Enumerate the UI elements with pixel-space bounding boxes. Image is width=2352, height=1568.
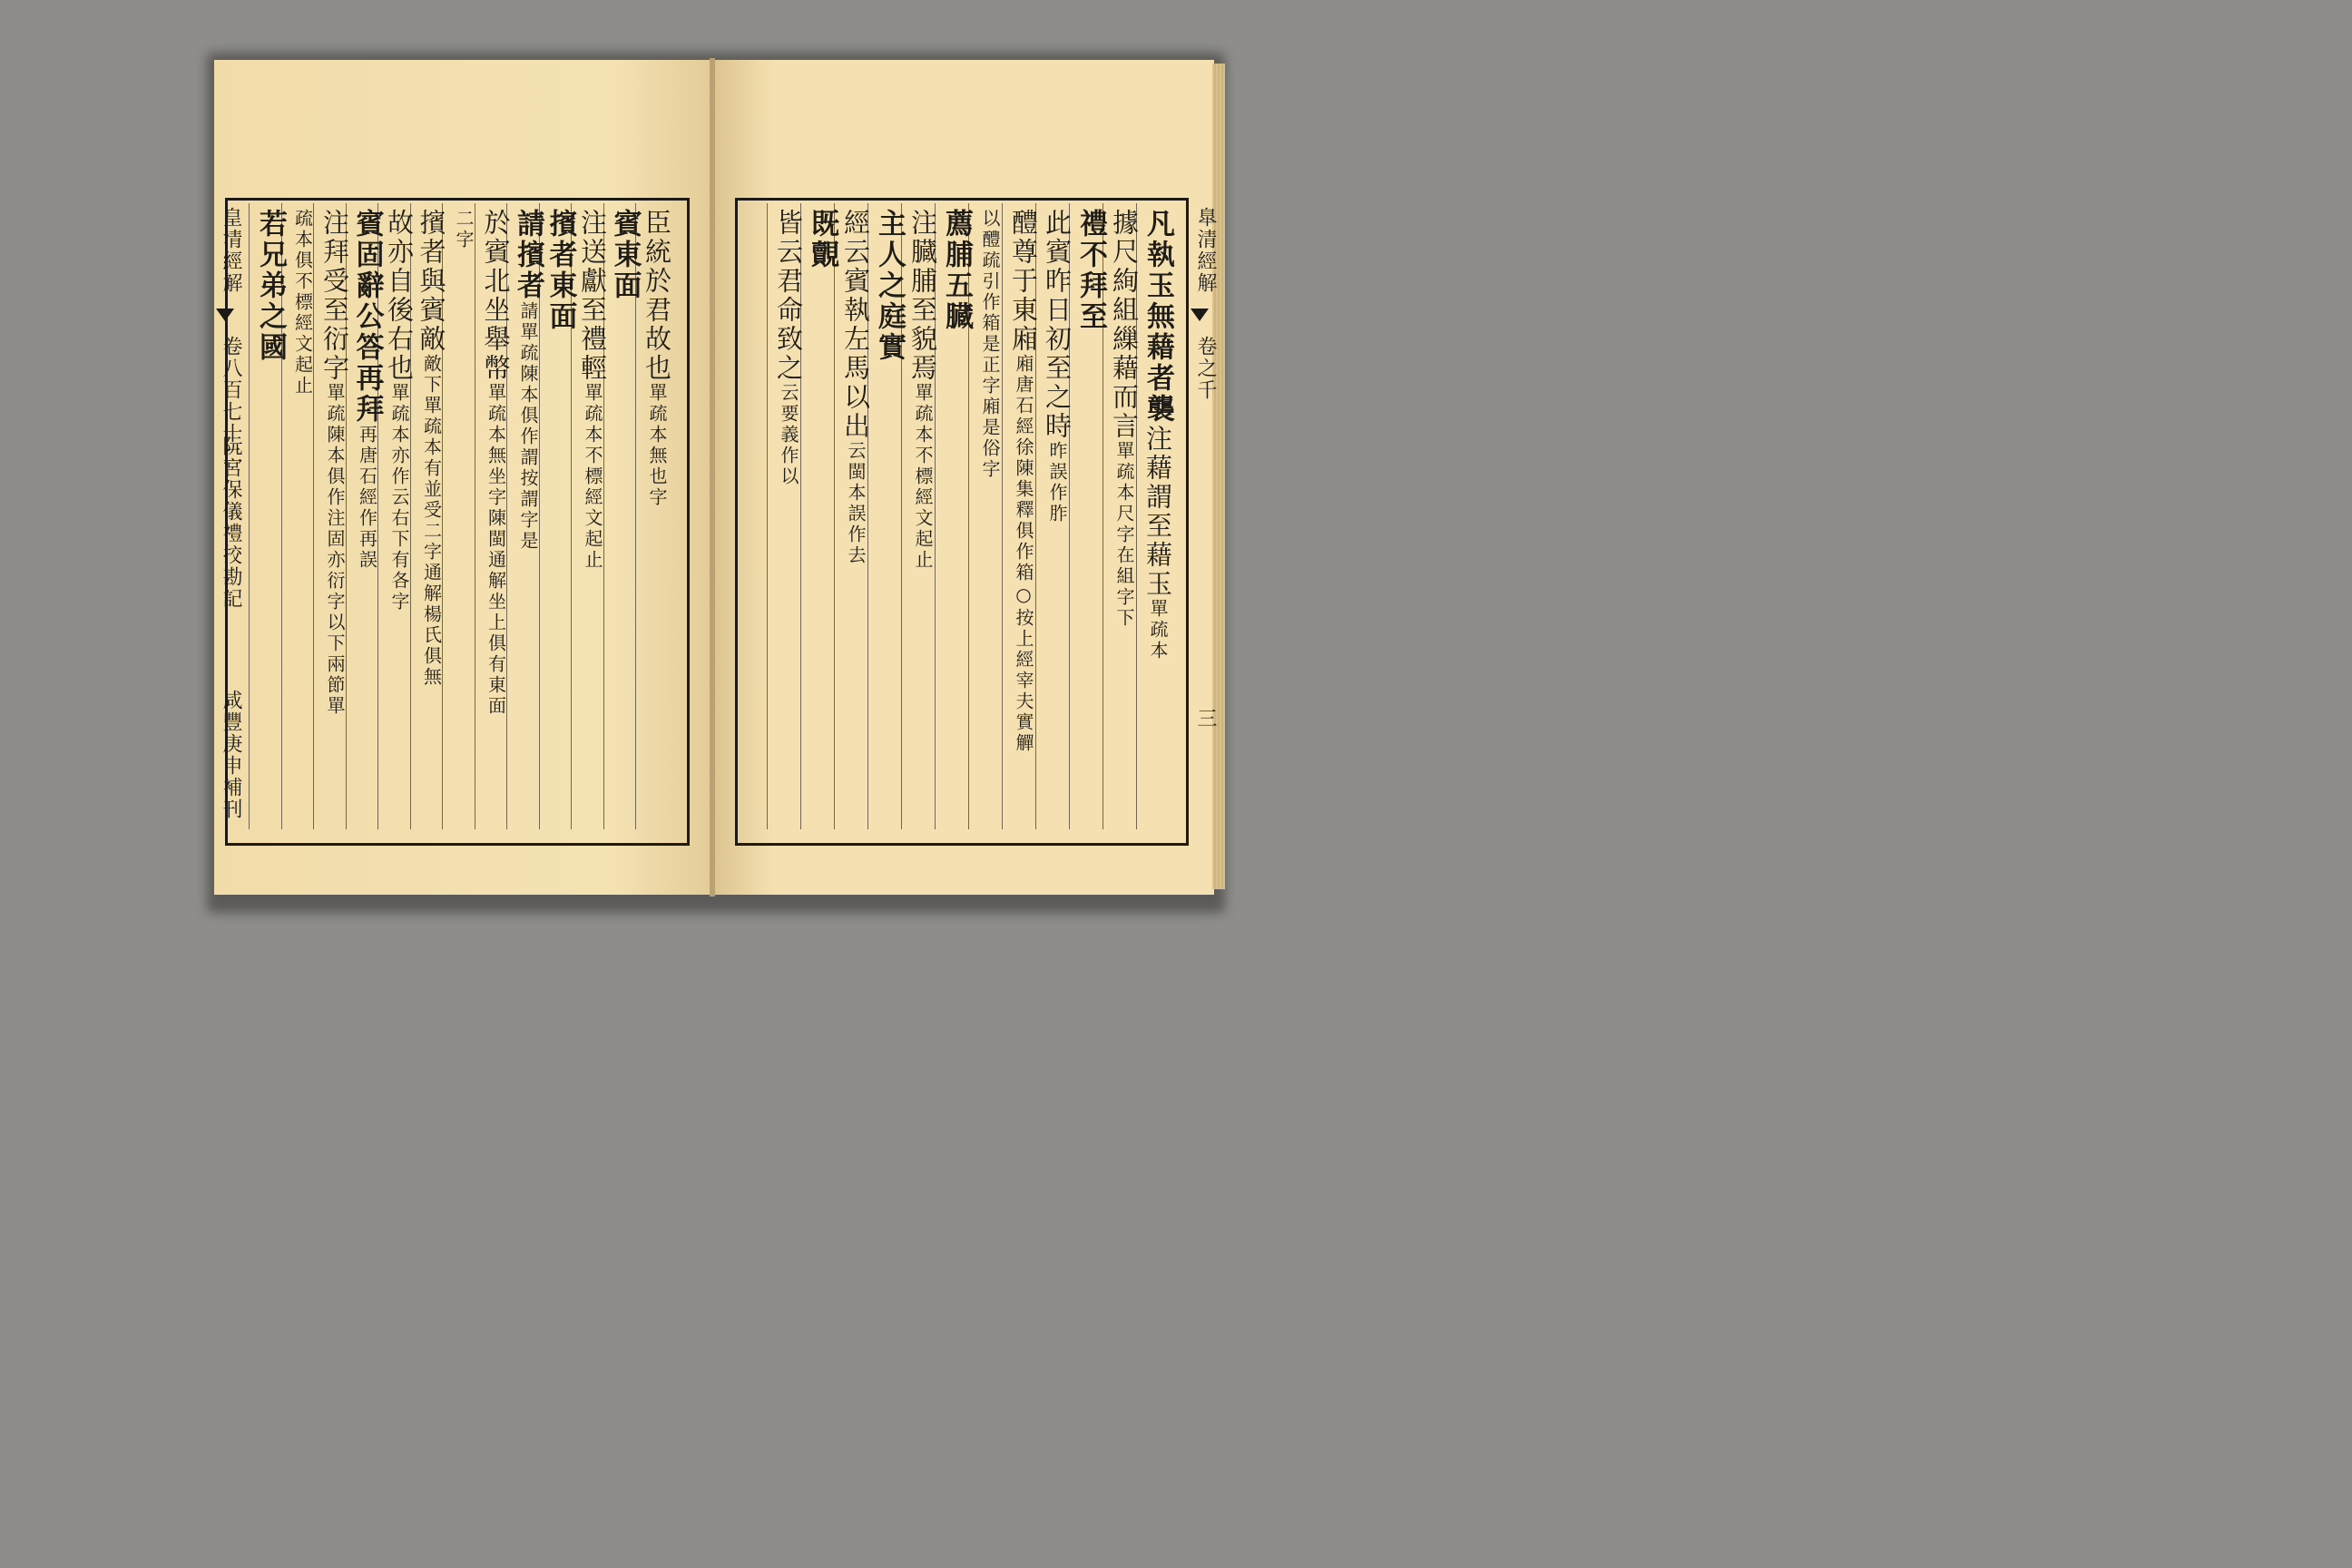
commentary-text: 單疏陳本俱作注固亦衍字以下兩節單 xyxy=(324,383,346,717)
commentary-text: 請單疏陳本俱作謂按謂字是 xyxy=(517,301,539,552)
commentary-text: 單疏本尺字在組字下 xyxy=(1113,441,1135,629)
commentary-text: 單疏本不標經文起止 xyxy=(582,383,603,571)
text-column xyxy=(770,209,807,487)
heading-text: 禮不拜至 xyxy=(1074,209,1107,332)
main-text: 此賓昨日初至之時 xyxy=(1042,209,1073,441)
text-column xyxy=(838,209,874,566)
left-margin-footer: 咸豐庚申補刊 xyxy=(220,690,242,820)
heading-text: 凡執玉無藉者襲 xyxy=(1142,209,1174,425)
text-column xyxy=(804,209,840,270)
text-column xyxy=(972,209,1008,480)
commentary-text: 廂唐石經徐陳集釋俱作箱○按上經宰夫實觶 xyxy=(1013,354,1034,754)
main-text: 注送獻至禮輕 xyxy=(577,209,608,383)
text-column xyxy=(317,209,353,717)
commentary-text: 單疏本無坐字陳閩通解坐上俱有東面 xyxy=(485,383,507,717)
commentary-text: 昨誤作胙 xyxy=(1046,441,1068,524)
heading-text: 擯者東面 xyxy=(544,209,577,332)
text-column xyxy=(510,209,546,552)
commentary-text: 單疏本無也字 xyxy=(646,383,668,508)
heading-text: 賓東面 xyxy=(608,209,642,301)
heading-text: 既覿 xyxy=(806,209,838,270)
left-margin-author: 阮宮保儀禮挍勘記 xyxy=(220,436,242,610)
text-column xyxy=(349,209,386,571)
heading-text: 薦脯五臓 xyxy=(940,209,973,332)
main-text: 注藉謂至藉玉 xyxy=(1142,425,1173,599)
text-column xyxy=(1140,209,1176,662)
heading-text: 賓固辭公答再拜 xyxy=(350,209,384,425)
commentary-text: 云閩本誤作去 xyxy=(845,441,867,566)
commentary-text: 單疏本 xyxy=(1147,599,1169,662)
text-column xyxy=(1005,209,1042,754)
text-column xyxy=(574,209,611,571)
page-edges xyxy=(1212,64,1225,889)
text-column xyxy=(938,209,975,332)
left-margin-volume: 卷八百七十二 xyxy=(220,336,242,466)
right-margin-title: 臯清經解 xyxy=(1194,207,1217,294)
heading-text: 主人之庭實 xyxy=(873,209,906,363)
commentary-text: 二字 xyxy=(453,209,475,250)
text-column xyxy=(446,209,482,250)
commentary-text: 敵下單疏本有並受二字通解楊氏俱無 xyxy=(420,354,443,688)
main-text: 臣統於君故也 xyxy=(642,209,672,383)
main-text: 注拜受至衍字 xyxy=(319,209,350,383)
text-column xyxy=(1106,209,1142,629)
main-text: 注臓脯至貌焉 xyxy=(907,209,938,383)
main-text: 皆云君命致之 xyxy=(773,209,804,383)
main-text: 於賓北坐舉幣 xyxy=(480,209,512,383)
book-gutter xyxy=(710,58,715,897)
column-rule xyxy=(834,203,835,829)
text-column xyxy=(639,209,675,508)
right-margin-page-number: 三 xyxy=(1194,708,1217,730)
text-column xyxy=(871,209,907,363)
commentary-text: 單疏本亦作云右下有各字 xyxy=(388,383,410,612)
commentary-text: 云要義作以 xyxy=(778,383,799,487)
text-column xyxy=(607,209,643,301)
text-column xyxy=(285,209,321,397)
commentary-text: 單疏本不標經文起止 xyxy=(912,383,934,571)
text-column xyxy=(478,209,514,717)
commentary-text: 疏本俱不標經文起止 xyxy=(291,209,314,397)
right-margin-volume: 卷之千 xyxy=(1194,336,1217,401)
fish-tail-mark-right xyxy=(1191,309,1209,321)
main-text: 故亦自後右也 xyxy=(384,209,415,383)
text-column xyxy=(1039,209,1075,524)
text-column xyxy=(905,209,941,571)
main-text: 擯者與賓敵 xyxy=(416,209,447,354)
fish-tail-mark-left xyxy=(216,309,234,321)
column-rule xyxy=(767,203,768,829)
heading-text: 請擯者 xyxy=(512,209,544,301)
text-column xyxy=(252,209,289,363)
heading-text: 若兄弟之國 xyxy=(254,209,287,363)
main-text: 據尺絢組繅藉而言 xyxy=(1109,209,1140,441)
main-text: 醴尊于東廂 xyxy=(1008,209,1039,354)
text-column xyxy=(1073,209,1109,332)
column-rule xyxy=(249,203,250,829)
left-margin-title: 皇清經解 xyxy=(220,207,242,294)
commentary-text: 以醴疏引作箱是正字廂是俗字 xyxy=(979,209,1001,480)
text-column xyxy=(543,209,579,332)
text-column xyxy=(414,209,450,688)
text-column xyxy=(381,209,417,612)
main-text: 經云賓執左馬以出 xyxy=(840,209,871,441)
commentary-text: 再唐石經作再誤 xyxy=(356,425,378,571)
